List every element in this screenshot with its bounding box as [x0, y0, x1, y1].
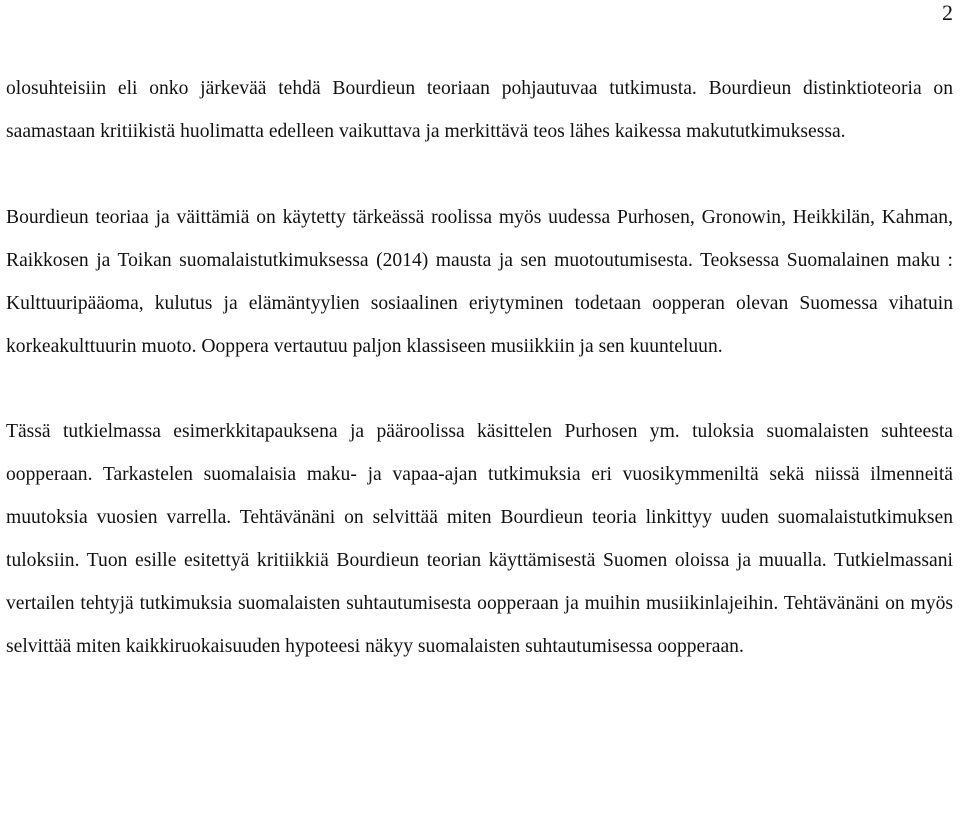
paragraph-spacer [6, 154, 953, 197]
document-body [6, 68, 953, 669]
paragraph-1: olosuhteisiin eli onko järkevää tehdä Bourdieun teoriaan pohjautuvaa tutkimusta. Bourdieun distinktioteoria on saamastaan kritiikistä huolimatta edelleen vaikuttava ja merkittävä teos lähes kaikessa makututkimuksessa. [6, 78, 953, 142]
paragraph-3: Tässä tutkielmassa esimerkkitapauksena ja pääroolissa käsittelen Purhosen ym. tuloksia suomalaisten suhteesta oopperaan. Tarkastelen suomalaisia maku- ja vapaa-ajan tutkimuksia eri vuosikymmeniltä sekä niissä ilmenneitä muutoksia vuosien varrella. Tehtävänäni on selvittää miten Bourdieun teoria linkittyy uuden suomalaistutkimuksen tuloksiin. Tuon esille esitettyä kritiikkiä Bourdieun teorian käyttämisestä Suomen oloissa ja muualla. Tutkielmassani vertailen tehtyjä tutkimuksia suomalaisten suhtautumisesta oopperaan ja muihin musiikinlajeihin. Tehtävänäni on myös selvittää miten kaikkiruokaisuuden hypoteesi näkyy suomalaisten suhtautumisessa oopperaan. [6, 421, 953, 657]
page-number: 2 [942, 0, 953, 25]
paragraph-2: Bourdieun teoriaa ja väittämiä on käytetty tärkeässä roolissa myös uudessa Purhosen, Gronowin, Heikkilän, Kahman, Raikkosen ja Toikan suomalaistutkimuksessa (2014) mausta ja sen muotoutumisesta. Teoksessa Suomalainen maku : Kulttuuripääoma, kulutus ja elämäntyylien sosiaalinen eriytyminen todetaan oopperan olevan Suomessa vihatuin korkeakulttuurin muoto. Ooppera vertautuu paljon klassiseen musiikkiin ja sen kuunteluun. [6, 206, 953, 357]
paragraph-spacer [6, 368, 953, 411]
